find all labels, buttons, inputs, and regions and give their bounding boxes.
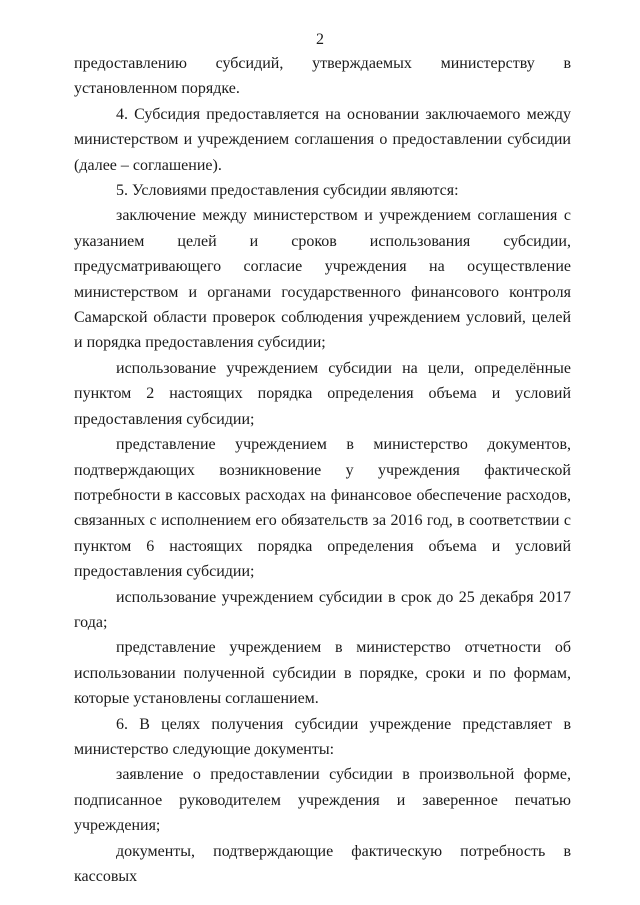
paragraph-condition-deadline: использование учреждением субсидии в срок до 25 декабря 2017 года; [74,588,571,631]
paragraph-continuation: предоставлению субсидий, утверждаемых министерству в установленном порядке. [74,55,571,98]
page-number: 2 [316,31,324,48]
paragraph-item-5: 5. Условиями предоставления субсидии являются: [116,182,459,200]
paragraph-document-application: заявление о предоставлении субсидии в произвольной форме, подписанное руководителем учреждения и заверенное печатью учреждения; [74,766,571,835]
paragraph-condition-documents: представление учреждением в министерство документов, подтверждающих возникновение у учреждения фактической потребности в кассовых расходах на финансовое обеспечение расходов, связанных с исполнением его обязательств за 2016 год, в соответствии с пунктом 6 настоящих порядка определения объема и условий предоставления субсидии; [74,436,571,581]
paragraph-document-need: документы, подтверждающие фактическую потребность в кассовых [74,842,571,885]
paragraph-condition-usage: использование учреждением субсидии на цели, определённые пунктом 2 настоящих порядка определения объема и условий предоставления субсидии; [74,359,571,428]
paragraph-condition-reporting: представление учреждением в министерство отчетности об использовании полученной субсидии в порядке, сроки и по формам, которые установлены соглашением. [74,639,571,708]
document-body [74,51,571,889]
paragraph-condition-agreement: заключение между министерством и учреждением соглашения с указанием целей и сроков использования субсидии, предусматривающего согласие учреждения на осуществление министерством и органами государственного финансового контроля Самарской области проверок соблюдения учреждением условий, целей и порядка предоставления субсидии; [74,207,571,352]
paragraph-item-6: 6. В целях получения субсидии учреждение представляет в министерство следующие документы: [74,715,571,758]
paragraph-item-4: 4. Субсидия предоставляется на основании заключаемого между министерством и учреждением соглашения о предоставлении субсидии (далее – соглашение). [74,105,571,174]
